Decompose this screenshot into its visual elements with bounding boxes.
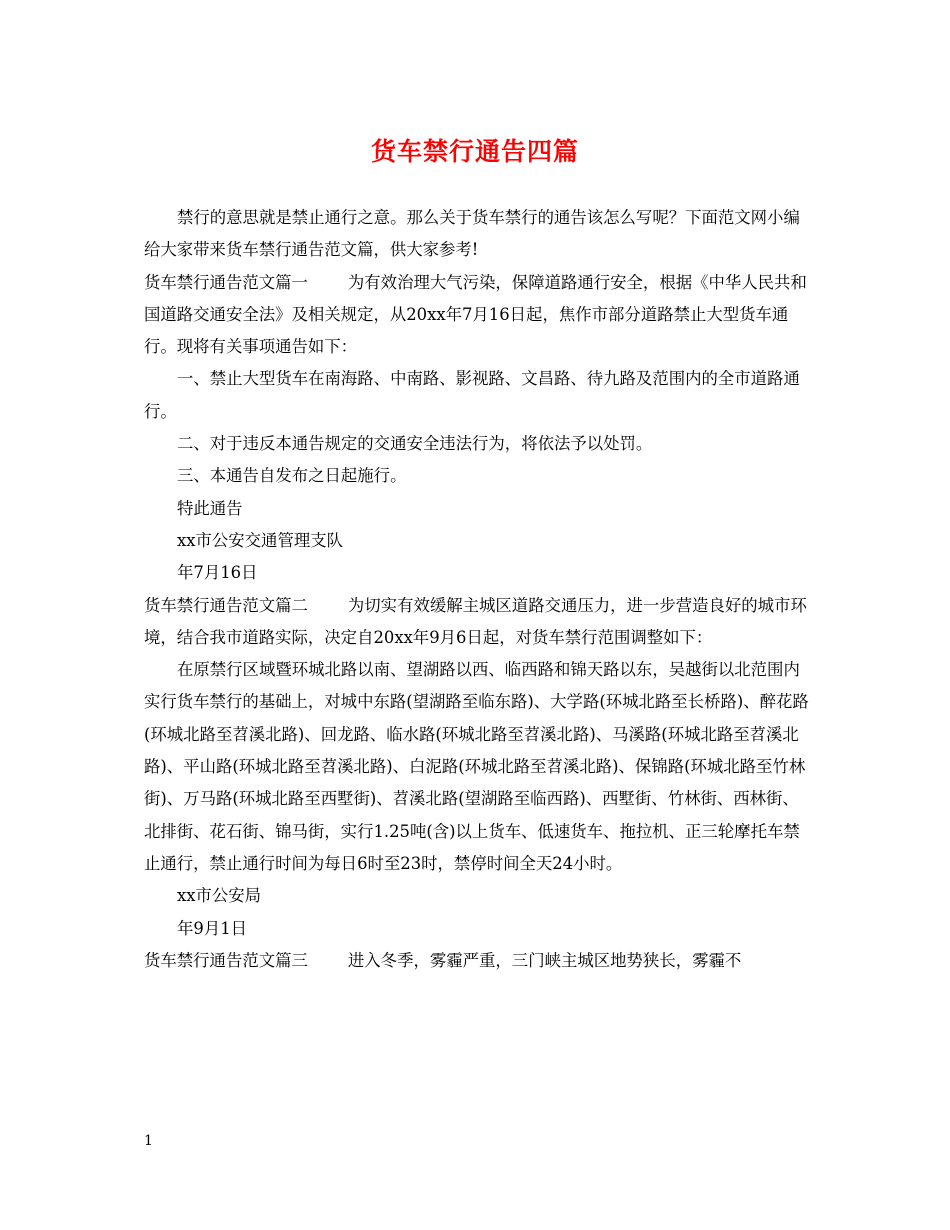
- article-2-issuer: xx市公安局: [177, 886, 262, 906]
- article-3-paragraph: [144, 945, 814, 977]
- article-1-item-2: 二、对于违反本通告规定的交通安全违法行为，将依法予以处罚。: [177, 434, 653, 454]
- page-title: 货车禁行通告四篇: [370, 137, 579, 166]
- article-1-issuer: xx市公安交通管理支队: [177, 530, 344, 550]
- article-2-date: 年9月1日: [177, 918, 248, 938]
- article-1-date: 年7月16日: [177, 563, 258, 583]
- article-1-closing: 特此通告: [177, 498, 243, 518]
- article-2-lead: 为切实有效缓解主城区道路交通压力，进一步营造良好的城市环境，结合我市道路实际，决定自20xx年9月6日起，对货车禁行范围调整如下：: [144, 595, 807, 647]
- article-1-paragraph: [144, 267, 814, 364]
- article-3-lead: 进入冬季，雾霾严重，三门峡主城区地势狭长，雾霾不: [347, 950, 742, 970]
- article-1-heading: 货车禁行通告范文篇一: [144, 272, 308, 292]
- article-1-lead: 为有效治理大气污染，保障道路通行安全，根据《中华人民共和国道路交通安全法》及相关规定，从20xx年7月16日起，焦作市部分道路禁止大型货车通行。现将有关事项通告如下：: [144, 272, 807, 357]
- article-1-item-3: 三、本通告自发布之日起施行。: [177, 466, 407, 486]
- article-1-item-1: 一、禁止大型货车在南海路、中南路、影视路、文昌路、待九路及范围内的全市道路通行。: [144, 369, 800, 421]
- article-3-heading: 货车禁行通告范文篇三: [144, 950, 308, 970]
- page-number: 1: [144, 1133, 153, 1149]
- article-2-paragraph: [144, 590, 814, 655]
- article-2-body: 在原禁行区域暨环城北路以南、望湖路以西、临西路和锦天路以东，吴越街以北范围内实行货车禁行的基础上，对城中东路(望湖路至临东路)、大学路(环城北路至长桥路)、醉花路(环城北路至苕溪北路)、回龙路、临水路(环城北路至苕溪北路)、马溪路(环城北路至苕溪北路)、平山路(环城北路至苕溪北路)、白泥路(环城北路至苕溪北路)、保锦路(环城北路至竹林街)、万马路(环城北路至西墅街)、苕溪北路(望湖路至临西路)、西墅街、竹林街、西林街、北排街、花石街、锦马街，实行1.25吨(含)以上货车、低速货车、拖拉机、正三轮摩托车禁止通行，禁止通行时间为每日6时至23时，禁停时间全天24小时。: [144, 660, 809, 873]
- article-2-heading: 货车禁行通告范文篇二: [144, 595, 308, 615]
- intro-paragraph: 禁行的意思就是禁止通行之意。那么关于货车禁行的通告该怎么写呢？下面范文网小编给大家带来货车禁行通告范文篇，供大家参考!: [144, 208, 800, 260]
- document-body: [144, 202, 814, 977]
